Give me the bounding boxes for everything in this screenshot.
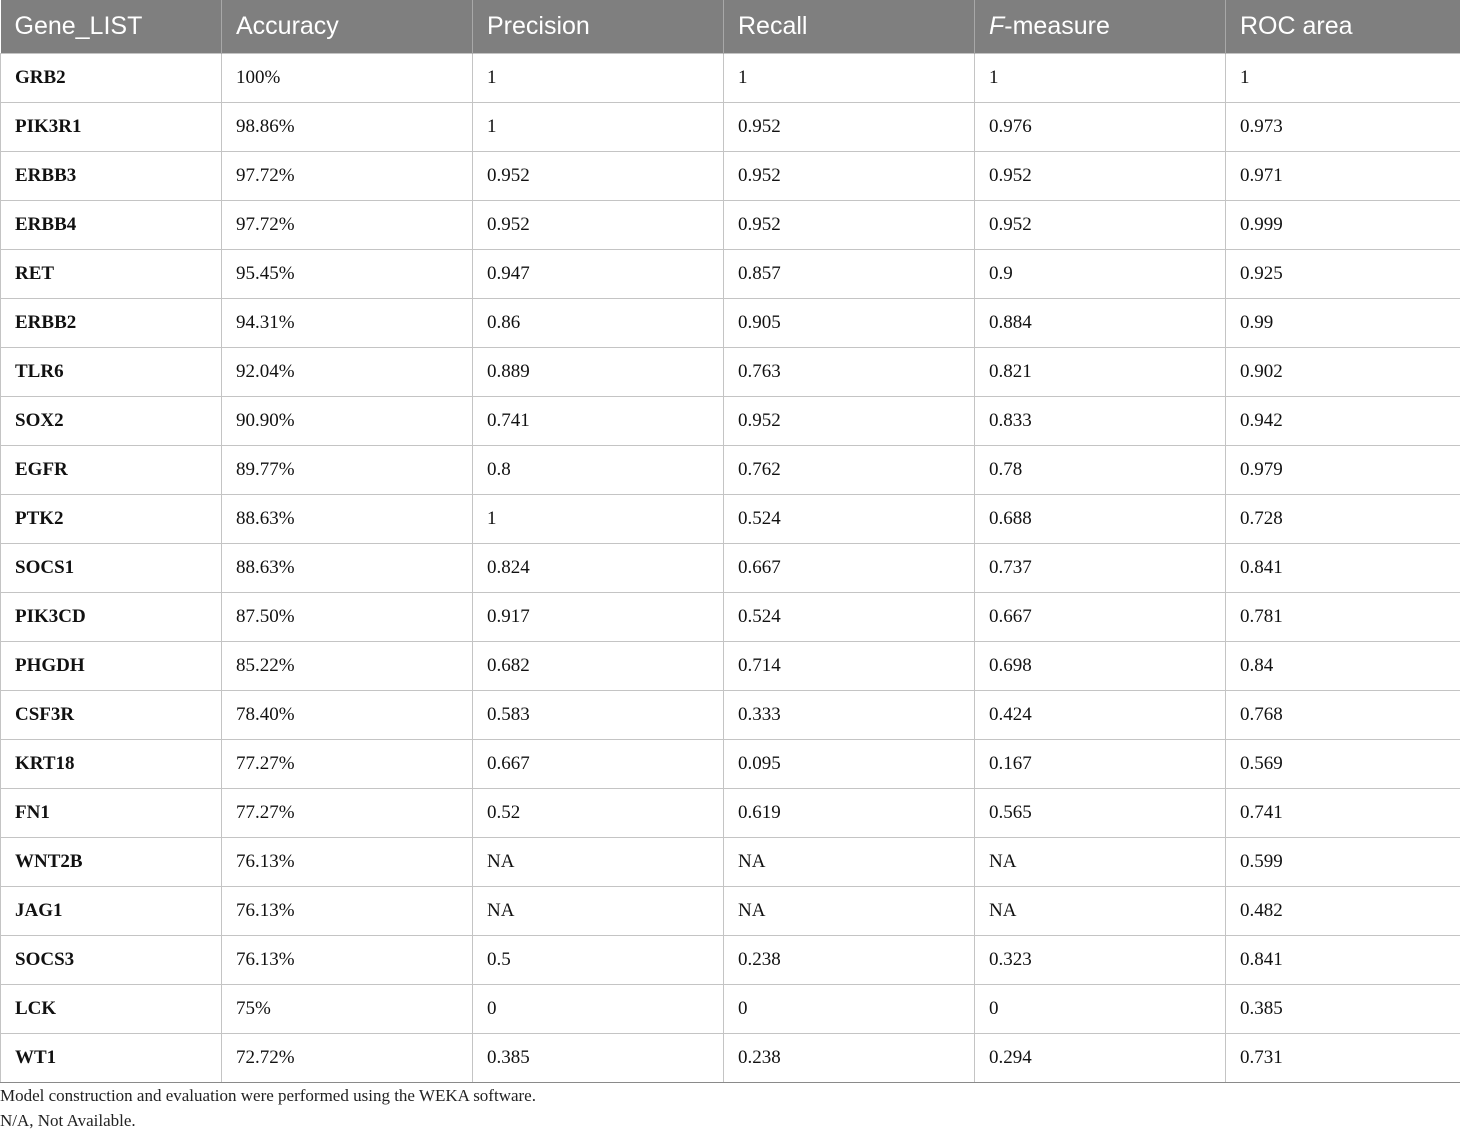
cell-roc-area: 0.768 (1226, 690, 1460, 739)
cell-f-measure: 0.565 (975, 788, 1226, 837)
cell-f-measure: 0.737 (975, 543, 1226, 592)
table-row (1, 249, 1460, 298)
cell-precision: 0.385 (473, 1033, 724, 1082)
table-row (1, 690, 1460, 739)
table-row (1, 298, 1460, 347)
cell-f-measure: 0.952 (975, 200, 1226, 249)
cell-gene: SOCS1 (1, 543, 222, 592)
cell-roc-area: 0.971 (1226, 151, 1460, 200)
cell-precision: 0 (473, 984, 724, 1033)
cell-f-measure: 0.424 (975, 690, 1226, 739)
cell-accuracy: 88.63% (222, 494, 473, 543)
cell-f-measure: 0.667 (975, 592, 1226, 641)
table-row (1, 886, 1460, 935)
cell-roc-area: 0.999 (1226, 200, 1460, 249)
header-precision: Precision (473, 0, 724, 53)
table-body (1, 53, 1460, 1082)
f-measure-rest: -measure (1004, 12, 1110, 40)
cell-precision: 1 (473, 494, 724, 543)
cell-gene: ERBB4 (1, 200, 222, 249)
cell-recall: 0.952 (724, 396, 975, 445)
header-f-measure (975, 0, 1226, 53)
cell-precision: 1 (473, 53, 724, 102)
cell-roc-area: 0.385 (1226, 984, 1460, 1033)
cell-f-measure: 0.698 (975, 641, 1226, 690)
cell-f-measure: 0.78 (975, 445, 1226, 494)
cell-recall: 0 (724, 984, 975, 1033)
table-row (1, 592, 1460, 641)
cell-f-measure: 0.884 (975, 298, 1226, 347)
cell-recall: 0.857 (724, 249, 975, 298)
cell-roc-area: 0.482 (1226, 886, 1460, 935)
cell-precision: 0.952 (473, 151, 724, 200)
cell-f-measure: NA (975, 837, 1226, 886)
header-recall: Recall (724, 0, 975, 53)
cell-accuracy: 95.45% (222, 249, 473, 298)
cell-accuracy: 78.40% (222, 690, 473, 739)
cell-gene: SOCS3 (1, 935, 222, 984)
cell-precision: 0.952 (473, 200, 724, 249)
header-roc-area: ROC area (1226, 0, 1460, 53)
cell-gene: KRT18 (1, 739, 222, 788)
cell-f-measure: 0.167 (975, 739, 1226, 788)
cell-gene: FN1 (1, 788, 222, 837)
header-row (1, 0, 1460, 53)
cell-recall: 0.524 (724, 592, 975, 641)
table-row (1, 102, 1460, 151)
cell-f-measure: 0.821 (975, 347, 1226, 396)
cell-accuracy: 90.90% (222, 396, 473, 445)
cell-roc-area: 0.728 (1226, 494, 1460, 543)
cell-roc-area: 0.973 (1226, 102, 1460, 151)
cell-precision: 0.741 (473, 396, 724, 445)
table-row (1, 494, 1460, 543)
cell-recall: 0.714 (724, 641, 975, 690)
cell-accuracy: 92.04% (222, 347, 473, 396)
cell-roc-area: 0.741 (1226, 788, 1460, 837)
cell-accuracy: 87.50% (222, 592, 473, 641)
table-row (1, 543, 1460, 592)
cell-precision: NA (473, 837, 724, 886)
cell-recall: 0.763 (724, 347, 975, 396)
table-row (1, 151, 1460, 200)
cell-roc-area: 1 (1226, 53, 1460, 102)
cell-f-measure: NA (975, 886, 1226, 935)
cell-gene: PIK3CD (1, 592, 222, 641)
cell-recall: 0.238 (724, 935, 975, 984)
cell-recall: 0.524 (724, 494, 975, 543)
cell-roc-area: 0.781 (1226, 592, 1460, 641)
cell-precision: 1 (473, 102, 724, 151)
table-row (1, 641, 1460, 690)
cell-accuracy: 88.63% (222, 543, 473, 592)
cell-gene: WT1 (1, 1033, 222, 1082)
cell-recall: 0.952 (724, 200, 975, 249)
cell-accuracy: 89.77% (222, 445, 473, 494)
cell-roc-area: 0.569 (1226, 739, 1460, 788)
cell-accuracy: 97.72% (222, 200, 473, 249)
footnote-abbreviation: N/A, Not Available. (0, 1108, 536, 1133)
cell-f-measure: 0.9 (975, 249, 1226, 298)
cell-roc-area: 0.902 (1226, 347, 1460, 396)
cell-precision: 0.86 (473, 298, 724, 347)
cell-precision: 0.52 (473, 788, 724, 837)
cell-precision: 0.917 (473, 592, 724, 641)
cell-recall: NA (724, 886, 975, 935)
cell-precision: 0.5 (473, 935, 724, 984)
cell-accuracy: 76.13% (222, 935, 473, 984)
cell-precision: NA (473, 886, 724, 935)
cell-precision: 0.682 (473, 641, 724, 690)
cell-f-measure: 0.952 (975, 151, 1226, 200)
cell-gene: TLR6 (1, 347, 222, 396)
header-gene-list: Gene_LIST (1, 0, 222, 53)
cell-accuracy: 94.31% (222, 298, 473, 347)
cell-accuracy: 77.27% (222, 739, 473, 788)
cell-f-measure: 0 (975, 984, 1226, 1033)
table-row (1, 788, 1460, 837)
cell-accuracy: 76.13% (222, 886, 473, 935)
cell-roc-area: 0.942 (1226, 396, 1460, 445)
cell-gene: PIK3R1 (1, 102, 222, 151)
cell-gene: LCK (1, 984, 222, 1033)
cell-precision: 0.8 (473, 445, 724, 494)
cell-f-measure: 1 (975, 53, 1226, 102)
cell-gene: ERBB2 (1, 298, 222, 347)
cell-gene: WNT2B (1, 837, 222, 886)
cell-accuracy: 76.13% (222, 837, 473, 886)
cell-precision: 0.583 (473, 690, 724, 739)
cell-gene: RET (1, 249, 222, 298)
table-footnotes (0, 1083, 536, 1133)
cell-gene: JAG1 (1, 886, 222, 935)
cell-f-measure: 0.833 (975, 396, 1226, 445)
cell-roc-area: 0.84 (1226, 641, 1460, 690)
cell-roc-area: 0.599 (1226, 837, 1460, 886)
cell-f-measure: 0.976 (975, 102, 1226, 151)
cell-recall: 0.095 (724, 739, 975, 788)
cell-gene: CSF3R (1, 690, 222, 739)
cell-roc-area: 0.979 (1226, 445, 1460, 494)
cell-recall: 0.762 (724, 445, 975, 494)
header-accuracy: Accuracy (222, 0, 473, 53)
table-row (1, 1033, 1460, 1082)
cell-roc-area: 0.925 (1226, 249, 1460, 298)
cell-gene: ERBB3 (1, 151, 222, 200)
cell-roc-area: 0.841 (1226, 543, 1460, 592)
cell-precision: 0.667 (473, 739, 724, 788)
cell-precision: 0.889 (473, 347, 724, 396)
cell-gene: GRB2 (1, 53, 222, 102)
table-row (1, 984, 1460, 1033)
cell-precision: 0.824 (473, 543, 724, 592)
cell-f-measure: 0.323 (975, 935, 1226, 984)
cell-accuracy: 72.72% (222, 1033, 473, 1082)
cell-roc-area: 0.99 (1226, 298, 1460, 347)
table-row (1, 445, 1460, 494)
table-row (1, 739, 1460, 788)
cell-recall: 0.952 (724, 102, 975, 151)
cell-roc-area: 0.841 (1226, 935, 1460, 984)
cell-gene: PTK2 (1, 494, 222, 543)
cell-accuracy: 97.72% (222, 151, 473, 200)
cell-recall: NA (724, 837, 975, 886)
table-header (1, 0, 1460, 53)
table-row (1, 347, 1460, 396)
table-row (1, 837, 1460, 886)
cell-recall: 0.905 (724, 298, 975, 347)
table-row (1, 396, 1460, 445)
table-row (1, 935, 1460, 984)
cell-accuracy: 75% (222, 984, 473, 1033)
cell-precision: 0.947 (473, 249, 724, 298)
cell-accuracy: 98.86% (222, 102, 473, 151)
cell-recall: 0.952 (724, 151, 975, 200)
table-row (1, 200, 1460, 249)
cell-f-measure: 0.294 (975, 1033, 1226, 1082)
cell-accuracy: 85.22% (222, 641, 473, 690)
cell-recall: 0.238 (724, 1033, 975, 1082)
cell-roc-area: 0.731 (1226, 1033, 1460, 1082)
cell-gene: EGFR (1, 445, 222, 494)
table-row (1, 53, 1460, 102)
cell-f-measure: 0.688 (975, 494, 1226, 543)
cell-gene: PHGDH (1, 641, 222, 690)
cell-recall: 1 (724, 53, 975, 102)
footnote-software: Model construction and evaluation were performed using the WEKA software. (0, 1083, 536, 1108)
cell-accuracy: 77.27% (222, 788, 473, 837)
cell-accuracy: 100% (222, 53, 473, 102)
cell-recall: 0.333 (724, 690, 975, 739)
cell-recall: 0.619 (724, 788, 975, 837)
cell-gene: SOX2 (1, 396, 222, 445)
f-measure-italic-f: F (989, 12, 1004, 40)
cell-recall: 0.667 (724, 543, 975, 592)
